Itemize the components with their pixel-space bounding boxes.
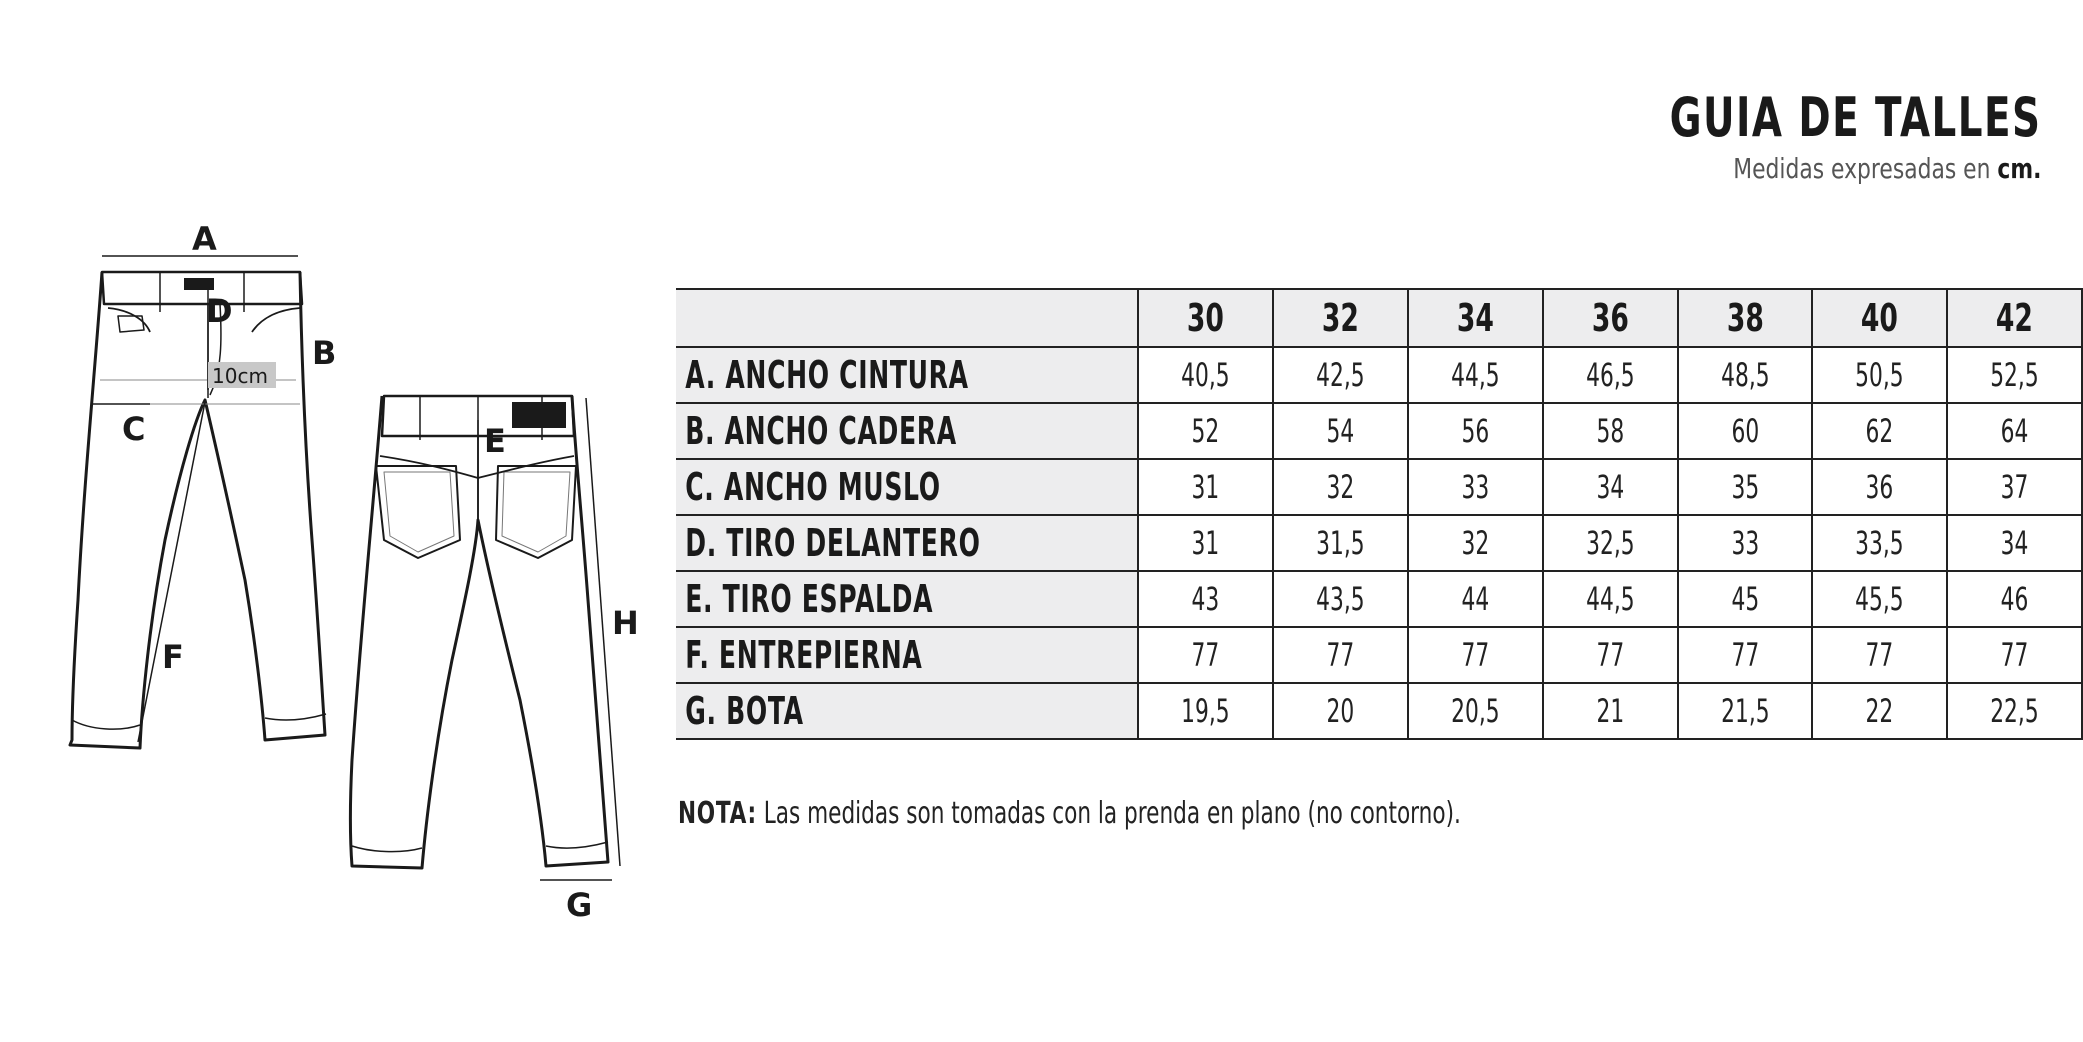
table-row	[676, 403, 2082, 459]
size-header: 34	[1408, 289, 1543, 347]
value-cell: 35	[1678, 459, 1813, 515]
value-cell: 45	[1678, 571, 1813, 627]
label-g: G	[566, 886, 593, 924]
value-cell: 46	[1947, 571, 2082, 627]
label-e: E	[484, 422, 506, 460]
value-cell: 54	[1273, 403, 1408, 459]
value-cell: 34	[1543, 459, 1678, 515]
value-cell: 77	[1138, 627, 1273, 683]
row-label: B. ANCHO CADERA	[676, 403, 1138, 459]
size-header: 42	[1947, 289, 2082, 347]
inseam-marker-label: 10cm	[212, 364, 268, 388]
measurement-note	[678, 796, 1461, 831]
value-cell: 62	[1812, 403, 1947, 459]
size-header: 36	[1543, 289, 1678, 347]
pants-diagram	[0, 0, 660, 1042]
value-cell: 21	[1543, 683, 1678, 739]
page-header	[1525, 86, 2041, 188]
value-cell: 31	[1138, 515, 1273, 571]
size-chart-table	[676, 288, 2083, 740]
value-cell: 56	[1408, 403, 1543, 459]
value-cell: 77	[1543, 627, 1678, 683]
brand-label-icon	[512, 402, 566, 428]
value-cell: 33,5	[1812, 515, 1947, 571]
table-corner-cell	[676, 289, 1138, 347]
table-header-row	[676, 289, 2082, 347]
inseam-dimension-line	[138, 402, 205, 742]
size-header: 38	[1678, 289, 1813, 347]
value-cell: 52	[1138, 403, 1273, 459]
value-cell: 33	[1678, 515, 1813, 571]
page-title: GUIA DE TALLES	[1669, 86, 2041, 149]
value-cell: 22,5	[1947, 683, 2082, 739]
table-row	[676, 683, 2082, 739]
value-cell: 46,5	[1543, 347, 1678, 403]
value-cell: 36	[1812, 459, 1947, 515]
subtitle-text: Medidas expresadas en	[1732, 152, 1991, 185]
row-label: D. TIRO DELANTERO	[676, 515, 1138, 571]
label-f: F	[162, 638, 184, 676]
size-header: 40	[1812, 289, 1947, 347]
value-cell: 77	[1273, 627, 1408, 683]
size-header: 30	[1138, 289, 1273, 347]
value-cell: 77	[1408, 627, 1543, 683]
page-subtitle	[1638, 150, 2041, 188]
note-text: Las medidas son tomadas con la prenda en plano (no contorno).	[763, 796, 1461, 831]
label-h: H	[612, 604, 639, 642]
value-cell: 34	[1947, 515, 2082, 571]
value-cell: 32	[1273, 459, 1408, 515]
table-row	[676, 571, 2082, 627]
table-row	[676, 459, 2082, 515]
value-cell: 42,5	[1273, 347, 1408, 403]
table-row	[676, 515, 2082, 571]
pants-back-illustration	[351, 396, 609, 868]
value-cell: 31	[1138, 459, 1273, 515]
value-cell: 33	[1408, 459, 1543, 515]
value-cell: 50,5	[1812, 347, 1947, 403]
value-cell: 77	[1812, 627, 1947, 683]
table-row	[676, 347, 2082, 403]
note-prefix: NOTA:	[678, 796, 757, 831]
value-cell: 43	[1138, 571, 1273, 627]
row-label: F. ENTREPIERNA	[676, 627, 1138, 683]
brand-patch-icon	[184, 278, 214, 290]
label-d: D	[206, 292, 233, 330]
value-cell: 48,5	[1678, 347, 1813, 403]
value-cell: 20	[1273, 683, 1408, 739]
value-cell: 40,5	[1138, 347, 1273, 403]
value-cell: 44	[1408, 571, 1543, 627]
value-cell: 77	[1947, 627, 2082, 683]
value-cell: 32,5	[1543, 515, 1678, 571]
pants-front-illustration	[70, 272, 326, 748]
table-row	[676, 627, 2082, 683]
value-cell: 32	[1408, 515, 1543, 571]
value-cell: 21,5	[1678, 683, 1813, 739]
value-cell: 44,5	[1543, 571, 1678, 627]
value-cell: 31,5	[1273, 515, 1408, 571]
row-label: C. ANCHO MUSLO	[676, 459, 1138, 515]
row-label: A. ANCHO CINTURA	[676, 347, 1138, 403]
label-a: A	[192, 220, 217, 258]
value-cell: 44,5	[1408, 347, 1543, 403]
value-cell: 37	[1947, 459, 2082, 515]
size-header: 32	[1273, 289, 1408, 347]
value-cell: 45,5	[1812, 571, 1947, 627]
row-label: E. TIRO ESPALDA	[676, 571, 1138, 627]
value-cell: 58	[1543, 403, 1678, 459]
value-cell: 22	[1812, 683, 1947, 739]
value-cell: 20,5	[1408, 683, 1543, 739]
value-cell: 19,5	[1138, 683, 1273, 739]
subtitle-unit: cm.	[1996, 152, 2041, 185]
value-cell: 43,5	[1273, 571, 1408, 627]
value-cell: 52,5	[1947, 347, 2082, 403]
value-cell: 60	[1678, 403, 1813, 459]
value-cell: 64	[1947, 403, 2082, 459]
value-cell: 77	[1678, 627, 1813, 683]
row-label: G. BOTA	[676, 683, 1138, 739]
label-c: C	[122, 410, 146, 448]
label-b: B	[312, 334, 337, 372]
